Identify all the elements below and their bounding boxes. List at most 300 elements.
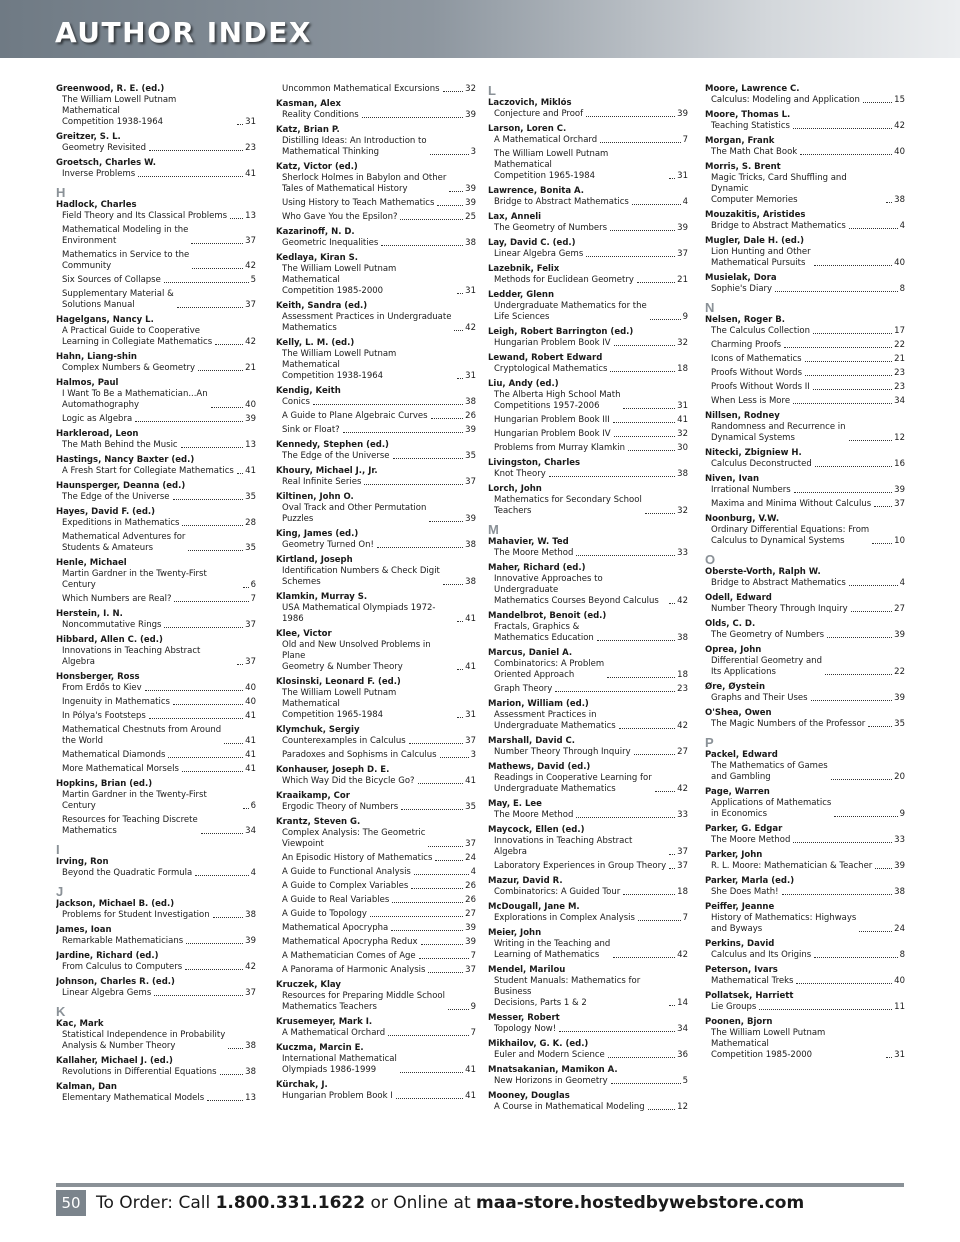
book-title[interactable]: Identification Numbers & Check Digit Schemes [282,566,440,587]
book-title[interactable]: Combinatorics: A Guided Tour [494,887,621,897]
book-row[interactable] [276,688,476,721]
book-row[interactable] [705,422,905,444]
book-title[interactable]: The Edge of the Universe [282,451,390,461]
book-title[interactable]: Field Theory and Its Classical Problems [62,211,228,221]
book-title[interactable]: Expeditions in Mathematics [62,518,180,528]
book-row[interactable] [488,135,688,146]
book-row[interactable] [705,913,905,935]
book-row[interactable] [705,459,905,470]
book-title[interactable]: Proofs Without Words [711,368,803,378]
book-title[interactable]: Old and New Unsolved Problems in Plane Geometry & Number Theory [282,640,431,672]
book-title[interactable]: Applications of Mathematics in Economics [711,798,832,819]
book-title[interactable]: The Alberta High School Math Competitions 1957-2006 [494,390,621,411]
book-title[interactable]: History of Mathematics: Highways and Byways [711,913,857,934]
book-row[interactable] [56,326,256,348]
book-title[interactable]: International Mathematical Olympiads 1986-1999 [282,1054,397,1075]
book-title[interactable]: The Edge of the Universe [62,492,170,502]
book-row[interactable] [276,802,476,813]
book-title[interactable]: Statistical Independence in Probability Analysis & Number Theory [62,1030,226,1051]
book-row[interactable] [276,895,476,906]
book-row[interactable] [56,363,256,374]
book-row[interactable] [705,1002,905,1013]
book-row[interactable] [488,710,688,732]
book-row[interactable] [56,389,256,411]
book-row[interactable] [276,212,476,223]
book-title[interactable]: Explorations in Complex Analysis [494,913,635,923]
book-row[interactable] [488,1076,688,1087]
book-row[interactable] [488,338,688,349]
book-title[interactable]: Knot Theory [494,469,546,479]
book-title[interactable]: A Practical Guide to Cooperative Learning in Collegiate Mathematics [62,326,213,347]
book-title[interactable]: Martin Gardner in the Twenty-First Century [62,790,207,811]
book-row[interactable] [705,499,905,510]
book-row[interactable] [56,1067,256,1078]
book-title[interactable]: Topology Now! [494,1024,557,1034]
book-title[interactable]: A Fresh Start for Collegiate Mathematics [62,466,234,476]
book-row[interactable] [276,951,476,962]
book-title[interactable]: Magic Tricks, Card Shuffling and Dynamic Computer Memories [711,173,847,205]
book-row[interactable] [705,835,905,846]
book-title[interactable]: Linear Algebra Gems [494,249,584,259]
book-row[interactable] [488,939,688,961]
book-row[interactable] [488,109,688,120]
book-row[interactable] [276,110,476,121]
book-row[interactable] [705,354,905,365]
book-title[interactable]: Logic as Algebra [62,414,133,424]
book-row[interactable] [488,747,688,758]
book-title[interactable]: Which Numbers are Real? [62,594,172,604]
book-row[interactable] [488,1050,688,1061]
book-title[interactable]: Geometry Turned On! [282,540,374,550]
book-row[interactable] [56,962,256,973]
book-row[interactable] [705,326,905,337]
book-row[interactable] [705,121,905,132]
book-row[interactable] [488,223,688,234]
page-ref: 41 [245,750,256,760]
book-row[interactable] [705,368,905,379]
book-row[interactable] [488,773,688,795]
book-title[interactable]: Linear Algebra Gems [62,988,152,998]
book-row[interactable] [705,396,905,407]
book-row[interactable] [276,349,476,382]
book-title[interactable]: Ergodic Theory of Numbers [282,802,399,812]
book-row[interactable] [488,495,688,517]
book-row[interactable] [488,275,688,286]
book-row[interactable] [276,566,476,588]
book-title[interactable]: Bridge to Abstract Mathematics [711,578,846,588]
dot-leader [207,1100,243,1101]
book-title[interactable]: Irrational Numbers [711,485,791,495]
book-title[interactable]: Sophie's Diary [711,284,773,294]
book-row[interactable] [488,197,688,208]
book-row[interactable] [488,249,688,260]
book-title[interactable]: Who Gave You the Epsilon? [282,212,398,222]
book-title[interactable]: Hungarian Problem Book III [494,415,610,425]
book-title[interactable]: A Mathematical Orchard [494,135,598,145]
book-row[interactable] [488,622,688,644]
book-row[interactable] [56,169,256,180]
book-title[interactable]: She Does Math! [711,887,779,897]
book-title[interactable]: Number Theory Through Inquiry [494,747,631,757]
book-title[interactable]: Counterexamples in Calculus [282,736,406,746]
book-row[interactable] [488,443,688,454]
book-row[interactable] [56,1093,256,1104]
book-row[interactable] [276,198,476,209]
book-row[interactable] [705,173,905,206]
store-url[interactable]: maa-store.hostedbywebstore.com [476,1193,805,1213]
book-title[interactable]: The William Lowell Putnam Mathematical Competition 1985-2000 [282,264,397,296]
book-row[interactable] [56,815,256,837]
book-title[interactable]: Geometry Revisited [62,143,146,153]
book-title[interactable]: Innovative Approaches to Undergraduate Mathematics Courses Beyond Calculus [494,574,659,606]
book-title[interactable]: In Pólya's Footsteps [62,711,146,721]
book-title[interactable]: Mathematics for Secondary School Teachers [494,495,642,516]
book-title[interactable]: Noncommutative Rings [62,620,162,630]
book-title[interactable]: Conics [282,397,310,407]
book-title[interactable]: A Guide to Plane Algebraic Curves [282,411,428,421]
book-row[interactable] [276,853,476,864]
book-title[interactable]: I Want To Be a Mathematician...An Automathography [62,389,208,410]
book-title[interactable]: Mathematical Diamonds [62,750,166,760]
book-row[interactable] [276,540,476,551]
book-title[interactable]: The Math Behind the Music [62,440,178,450]
book-row[interactable] [276,477,476,488]
book-row[interactable] [705,382,905,393]
book-title[interactable]: Mathematical Modeling in the Environment [62,225,189,246]
book-row[interactable] [488,548,688,559]
book-row[interactable] [56,764,256,775]
book-title[interactable]: Elementary Mathematical Models [62,1093,205,1103]
book-title[interactable]: A Mathematician Comes of Age [282,951,416,961]
book-row[interactable] [276,965,476,976]
book-row[interactable] [56,910,256,921]
book-title[interactable]: Fractals, Graphics & Mathematics Education [494,622,594,643]
book-title[interactable]: The William Lowell Putnam Mathematical Competition 1985-2000 [711,1028,826,1060]
page-ref: 39 [894,693,905,703]
book-row[interactable] [488,913,688,924]
book-row[interactable] [705,630,905,641]
book-title[interactable]: Complex Numbers & Geometry [62,363,195,373]
book-title[interactable]: Writing in the Teaching and Learning of Mathematics [494,939,611,960]
book-row[interactable] [276,264,476,297]
book-row[interactable] [56,646,256,668]
book-title[interactable]: When Less is More [711,396,791,406]
book-title[interactable]: Sink or Float? [282,425,340,435]
book-title[interactable]: Innovations in Teaching Abstract Algebra [62,646,201,667]
book-title[interactable]: Assessment Practices in Undergraduate Mathematics [282,312,452,333]
book-title[interactable]: Geometric Inequalities [282,238,379,248]
book-title[interactable]: Methods for Euclidean Geometry [494,275,634,285]
book-row[interactable] [705,525,905,547]
book-title[interactable]: Hungarian Problem Book IV [494,429,611,439]
book-title[interactable]: The Moore Method [494,810,574,820]
book-row[interactable] [705,719,905,730]
book-row[interactable] [56,414,256,425]
book-row[interactable] [276,173,476,195]
book-title[interactable]: The William Lowell Putnam Mathematical Competition 1938-1964 [62,95,177,127]
book-row[interactable] [705,861,905,872]
book-title[interactable]: From Calculus to Computers [62,962,183,972]
book-title[interactable]: The Magic Numbers of the Professor [711,719,866,729]
book-title[interactable]: Mathematical Treks [711,976,794,986]
book-row[interactable] [488,810,688,821]
book-row[interactable] [705,656,905,678]
book-title[interactable]: The Calculus Collection [711,326,810,336]
book-row[interactable] [276,503,476,525]
book-row[interactable] [56,569,256,591]
book-title[interactable]: The Moore Method [711,835,791,845]
book-row[interactable] [488,659,688,681]
book-row[interactable] [705,693,905,704]
book-title[interactable]: Combinatorics: A Problem Oriented Approach [494,659,605,680]
book-title[interactable]: Cryptological Mathematics [494,364,608,374]
book-row[interactable] [276,312,476,334]
book-title[interactable]: A Mathematical Orchard [282,1028,386,1038]
book-title[interactable]: From Erdős to Kiev [62,683,142,693]
book-row[interactable] [276,411,476,422]
book-row[interactable] [488,390,688,412]
book-row[interactable] [488,976,688,1009]
book-title[interactable]: The William Lowell Putnam Mathematical Competition 1965-1984 [494,149,609,181]
book-row[interactable] [705,798,905,820]
book-title[interactable]: Readings in Cooperative Learning for Undergraduate Mathematics [494,773,652,794]
book-title[interactable]: Bridge to Abstract Mathematics [711,221,846,231]
book-title[interactable]: Which Way Did the Bicycle Go? [282,776,415,786]
book-title[interactable]: The William Lowell Putnam Mathematical Competition 1938-1964 [282,349,397,381]
book-row[interactable] [276,881,476,892]
book-row[interactable] [276,1091,476,1102]
book-title[interactable]: Proofs Without Words II [711,382,810,392]
book-title[interactable]: Mathematical Apocrypha Redux [282,937,418,947]
book-row[interactable] [488,429,688,440]
book-row[interactable] [56,440,256,451]
book-title[interactable]: The Math Chat Book [711,147,798,157]
book-row[interactable] [705,950,905,961]
phone-number[interactable]: 1.800.331.1622 [215,1193,366,1213]
book-row[interactable] [705,976,905,987]
book-row[interactable] [276,84,476,95]
book-title[interactable]: Martin Gardner in the Twenty-First Century [62,569,207,590]
book-row[interactable] [56,211,256,222]
book-row[interactable] [276,451,476,462]
book-title[interactable]: New Horizons in Geometry [494,1076,608,1086]
book-title[interactable]: Sherlock Holmes in Babylon and Other Tales of Mathematical History [282,173,447,194]
book-row[interactable] [56,683,256,694]
book-title[interactable]: Beyond the Quadratic Formula [62,868,193,878]
book-row[interactable] [276,937,476,948]
book-row[interactable] [276,640,476,673]
book-title[interactable]: Calculus: Modeling and Application [711,95,860,105]
book-row[interactable] [276,603,476,625]
author-entry [705,514,905,547]
book-row[interactable] [488,415,688,426]
book-title[interactable]: A Guide to Functional Analysis [282,867,411,877]
book-title[interactable]: Graphs and Their Uses [711,693,808,703]
book-title[interactable]: Hungarian Problem Book IV [494,338,611,348]
book-row[interactable] [56,936,256,947]
book-title[interactable]: A Panorama of Harmonic Analysis [282,965,426,975]
book-title[interactable]: A Guide to Complex Variables [282,881,409,891]
book-title[interactable]: Icons of Mathematics [711,354,802,364]
book-title[interactable]: The Geometry of Numbers [494,223,608,233]
book-row[interactable] [276,923,476,934]
book-row[interactable] [488,364,688,375]
book-row[interactable] [705,147,905,158]
book-row[interactable] [488,1102,688,1113]
book-title[interactable]: More Mathematical Morsels [62,764,179,774]
book-title[interactable]: Oval Track and Other Permutation Puzzles [282,503,427,524]
book-title[interactable]: Charming Proofs [711,340,782,350]
book-title[interactable]: R. L. Moore: Mathematician & Teacher [711,861,873,871]
book-title[interactable]: A Course in Mathematical Modeling [494,1102,645,1112]
book-row[interactable] [276,136,476,158]
book-row[interactable] [276,991,476,1013]
book-row[interactable] [705,761,905,783]
book-title[interactable]: Distilling Ideas: An Introduction to Mathematical Thinking [282,136,427,157]
book-row[interactable] [488,836,688,858]
author-name: Mazur, David R. [488,876,563,886]
book-title[interactable]: Inverse Problems [62,169,136,179]
book-title[interactable]: Laboratory Experiences in Group Theory [494,861,667,871]
book-row[interactable] [705,247,905,269]
book-row[interactable] [276,397,476,408]
book-row[interactable] [56,697,256,708]
book-title[interactable]: Mathematics in Service to the Community [62,250,190,271]
book-title[interactable]: Calculus Deconstructed [711,459,812,469]
book-title[interactable]: Innovations in Teaching Abstract Algebra [494,836,633,857]
book-title[interactable]: Resources for Preparing Middle School Mathematics Teachers [282,991,445,1012]
book-row[interactable] [276,867,476,878]
book-title[interactable]: An Episodic History of Mathematics [282,853,433,863]
book-title[interactable]: Number Theory Through Inquiry [711,604,848,614]
book-title[interactable]: Ingenuity in Mathematics [62,697,170,707]
book-title[interactable]: Differential Geometry and Its Applications [711,656,822,677]
book-title[interactable]: Lion Hunting and Other Mathematical Pursuits [711,247,811,268]
book-row[interactable] [276,736,476,747]
book-title[interactable]: Revolutions in Differential Equations [62,1067,217,1077]
book-title[interactable]: The William Lowell Putnam Mathematical Competition 1965-1984 [282,688,397,720]
book-title[interactable]: Resources for Teaching Discrete Mathematics [62,815,198,836]
author-name: Haunsperger, Deanna (ed.) [56,481,186,491]
book-row[interactable] [488,574,688,607]
book-row[interactable] [488,684,688,695]
book-title[interactable]: Problems from Murray Klamkin [494,443,625,453]
book-row[interactable] [705,485,905,496]
book-row[interactable] [56,250,256,272]
book-row[interactable] [56,289,256,311]
book-row[interactable] [56,143,256,154]
book-title[interactable]: Paradoxes and Sophisms in Calculus [282,750,437,760]
book-row[interactable] [488,887,688,898]
book-title[interactable]: Mathematical Chestnuts from Around the World [62,725,222,746]
book-row[interactable] [705,1028,905,1061]
book-row[interactable] [276,1028,476,1039]
book-title[interactable]: A Guide to Real Variables [282,895,390,905]
book-title[interactable]: Student Manuals: Mathematics for Business Decisions, Parts 1 & 2 [494,976,641,1008]
book-title[interactable]: Undergraduate Mathematics for the Life Sciences [494,301,647,322]
book-title[interactable]: Graph Theory [494,684,553,694]
book-row[interactable] [705,578,905,589]
book-title[interactable]: Teaching Statistics [711,121,790,131]
book-title[interactable]: Mathematical Adventures for Students & Amateurs [62,532,186,553]
book-title[interactable]: Calculus and Its Origins [711,950,812,960]
book-title[interactable]: Randomness and Recurrence in Dynamical Systems [711,422,846,443]
book-row[interactable] [56,1030,256,1052]
book-row[interactable] [276,909,476,920]
book-row[interactable] [56,620,256,631]
book-row[interactable] [56,750,256,761]
author-name: Hahn, Liang-shin [56,352,137,362]
book-row[interactable] [276,828,476,850]
book-row[interactable] [276,238,476,249]
book-title[interactable]: Real Infinite Series [282,477,362,487]
book-title[interactable]: The Mathematics of Games and Gambling [711,761,828,782]
book-row[interactable] [276,425,476,436]
book-row[interactable] [56,275,256,286]
book-title[interactable]: Bridge to Abstract Mathematics [494,197,629,207]
dot-leader [586,116,675,117]
book-row[interactable] [705,221,905,232]
book-title[interactable]: Ordinary Differential Equations: From Calculus to Dynamical Systems [711,525,870,546]
book-title[interactable]: Lie Groups [711,1002,757,1012]
book-title[interactable]: Mathematical Apocrypha [282,923,389,933]
book-row[interactable] [56,725,256,747]
book-row[interactable] [488,301,688,323]
book-row[interactable] [276,776,476,787]
book-title[interactable]: Uncommon Mathematical Excursions [282,84,440,94]
book-row[interactable] [56,225,256,247]
book-title[interactable]: Euler and Modern Science [494,1050,605,1060]
book-title[interactable]: Conjecture and Proof [494,109,584,119]
book-row[interactable] [488,1024,688,1035]
book-title[interactable]: Six Sources of Collapse [62,275,161,285]
book-title[interactable]: USA Mathematical Olympiads 1972-1986 [282,603,436,624]
book-row[interactable] [705,887,905,898]
book-row[interactable] [56,868,256,879]
book-row[interactable] [56,594,256,605]
book-row[interactable] [56,518,256,529]
book-row[interactable] [56,492,256,503]
book-row[interactable] [56,988,256,999]
book-row[interactable] [488,149,688,182]
book-row[interactable] [276,1054,476,1076]
book-title[interactable]: Supplementary Material & Solutions Manual [62,289,174,310]
book-row[interactable] [56,95,256,128]
book-title[interactable]: The Geometry of Numbers [711,630,825,640]
book-row[interactable] [488,469,688,480]
book-row[interactable] [705,340,905,351]
book-row[interactable] [56,466,256,477]
book-title[interactable]: Reality Conditions [282,110,359,120]
book-title[interactable]: Remarkable Mathematicians [62,936,184,946]
book-title[interactable]: Using History to Teach Mathematics [282,198,435,208]
book-row[interactable] [705,95,905,106]
book-title[interactable]: Complex Analysis: The Geometric Viewpoint [282,828,426,849]
book-row[interactable] [56,711,256,722]
book-title[interactable]: Hungarian Problem Book I [282,1091,393,1101]
book-title[interactable]: A Guide to Topology [282,909,367,919]
book-title[interactable]: Maxima and Minima Without Calculus [711,499,872,509]
book-row[interactable] [488,861,688,872]
book-row[interactable] [56,532,256,554]
book-title[interactable]: Assessment Practices in Undergraduate Mathematics [494,710,616,731]
book-row[interactable] [276,750,476,761]
book-title[interactable]: Problems for Student Investigation [62,910,210,920]
book-row[interactable] [56,790,256,812]
book-row[interactable] [705,284,905,295]
book-title[interactable]: The Moore Method [494,548,574,558]
book-row[interactable] [705,604,905,615]
